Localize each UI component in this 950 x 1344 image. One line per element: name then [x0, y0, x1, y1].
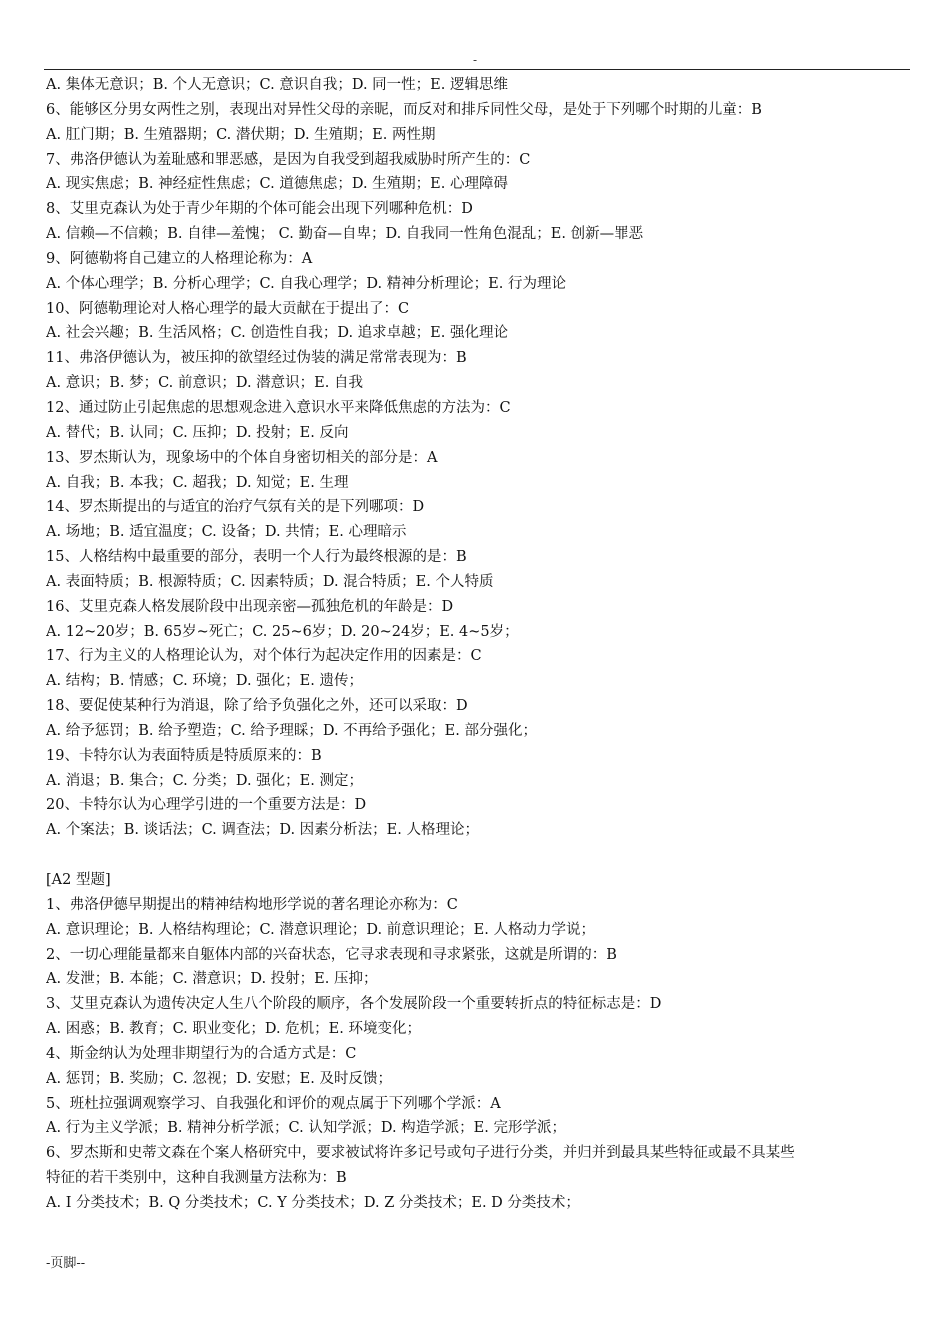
answer-options-line: A. 肛门期；B. 生殖器期；C. 潜伏期；D. 生殖期；E. 两性期 — [46, 126, 436, 143]
header-rule — [44, 69, 910, 70]
question-continuation-line: 特征的若干类别中，这种自我测量方法称为：B — [46, 1170, 347, 1187]
question-line: 1、弗洛伊德早期提出的精神结构地形学说的著名理论亦称为：C — [46, 896, 458, 913]
answer-options-line: A. 自我；B. 本我；C. 超我；D. 知觉；E. 生理 — [46, 474, 349, 491]
page-footer: -页脚-- — [46, 1256, 86, 1271]
answer-options-line: A. 发泄；B. 本能；C. 潜意识；D. 投射；E. 压抑； — [46, 971, 378, 988]
question-line: 8、艾里克森认为处于青少年期的个体可能会出现下列哪种危机：D — [46, 201, 473, 218]
question-line: 20、卡特尔认为心理学引进的一个重要方法是：D — [46, 797, 367, 814]
question-line: 6、能够区分男女两性之别，表现出对异性父母的亲昵，而反对和排斥同性父母，是处于下列哪个时期的儿童：B — [46, 101, 762, 118]
question-line: 14、罗杰斯提出的与适宜的治疗气氛有关的是下列哪项：D — [46, 499, 425, 516]
header-mark: - — [472, 53, 478, 67]
question-line: 6、罗杰斯和史蒂文森在个案人格研究中，要求被试将许多记号或句子进行分类，并归并到最具某些特征或最不具某些 — [46, 1145, 795, 1162]
answer-options-line: A. 惩罚；B. 奖励；C. 忽视；D. 安慰；E. 及时反馈； — [46, 1070, 392, 1087]
answer-options-line: A. 替代；B. 认同；C. 压抑；D. 投射；E. 反向 — [46, 424, 349, 441]
question-line: 4、斯金纳认为处理非期望行为的合适方式是：C — [46, 1045, 357, 1062]
answer-options-line: A. I 分类技术；B. Q 分类技术；C. Y 分类技术；D. Z 分类技术；E. D 分类技术； — [46, 1194, 580, 1211]
answer-options-line: A. 意识；B. 梦；C. 前意识；D. 潜意识；E. 自我 — [46, 375, 363, 392]
blank-line — [46, 843, 912, 868]
question-line: 17、行为主义的人格理论认为，对个体行为起决定作用的因素是：C — [46, 648, 482, 665]
question-line: 16、艾里克森人格发展阶段中出现亲密—孤独危机的年龄是：D — [46, 598, 454, 615]
question-line: 5、班杜拉强调观察学习、自我强化和评价的观点属于下列哪个学派：A — [46, 1095, 501, 1112]
answer-options-line: A. 个案法；B. 谈话法；C. 调查法；D. 因素分析法；E. 人格理论； — [46, 822, 479, 839]
question-line: 15、人格结构中最重要的部分，表明一个人行为最终根源的是：B — [46, 549, 467, 566]
question-line: 3、艾里克森认为遗传决定人生八个阶段的顺序，各个发展阶段一个重要转折点的特征标志是：D — [46, 996, 662, 1013]
document-body — [46, 73, 912, 1216]
question-line: 11、弗洛伊德认为，被压抑的欲望经过伪装的满足常常表现为：B — [46, 350, 467, 367]
answer-options-line: A. 意识理论；B. 人格结构理论；C. 潜意识理论；D. 前意识理论；E. 人格动力学说； — [46, 921, 595, 938]
question-line: 9、阿德勒将自己建立的人格理论称为：A — [46, 250, 313, 267]
answer-options-line: A. 社会兴趣；B. 生活风格；C. 创造性自我；D. 追求卓越；E. 强化理论 — [46, 325, 508, 342]
question-line: 2、一切心理能量都来自躯体内部的兴奋状态，它寻求表现和寻求紧张，这就是所谓的：B — [46, 946, 617, 963]
answer-options-line: A. 结构；B. 情感；C. 环境；D. 强化；E. 遗传； — [46, 673, 363, 690]
answer-options-line: A. 个体心理学；B. 分析心理学；C. 自我心理学；D. 精神分析理论；E. 行为理论 — [46, 275, 566, 292]
answer-options-line: A. 困惑；B. 教育；C. 职业变化；D. 危机；E. 环境变化； — [46, 1021, 421, 1038]
answer-options-line: A. 场地；B. 适宜温度；C. 设备；D. 共情；E. 心理暗示 — [46, 524, 407, 541]
question-line: 12、通过防止引起焦虑的思想观念进入意识水平来降低焦虑的方法为：C — [46, 399, 511, 416]
question-line: 18、要促使某种行为消退，除了给予负强化之外，还可以采取：D — [46, 698, 468, 715]
answer-options-line: A. 消退；B. 集合；C. 分类；D. 强化；E. 测定； — [46, 772, 363, 789]
question-line: 13、罗杰斯认为，现象场中的个体自身密切相关的部分是：A — [46, 449, 438, 466]
question-line: 7、弗洛伊德认为羞耻感和罪恶感，是因为自我受到超我威胁时所产生的：C — [46, 151, 531, 168]
section-heading: [A2 型题] — [46, 872, 111, 888]
answer-options-line: A. 集体无意识；B. 个人无意识；C. 意识自我；D. 同一性；E. 逻辑思维 — [46, 77, 508, 93]
answer-options-line: A. 表面特质；B. 根源特质；C. 因素特质；D. 混合特质；E. 个人特质 — [46, 573, 494, 590]
question-line: 10、阿德勒理论对人格心理学的最大贡献在于提出了：C — [46, 300, 410, 317]
question-line: 19、卡特尔认为表面特质是特质原来的：B — [46, 747, 322, 764]
answer-options-line: A. 12~20岁；B. 65岁~死亡；C. 25~6岁；D. 20~24岁；E. 4~5岁； — [46, 623, 519, 640]
answer-options-line: A. 信赖—不信赖；B. 自律—羞愧； C. 勤奋—自卑；D. 自我同一性角色混乱；E. 创新—罪恶 — [46, 226, 644, 243]
answer-options-line: A. 行为主义学派；B. 精神分析学派；C. 认知学派；D. 构造学派；E. 完形学派； — [46, 1120, 566, 1137]
answer-options-line: A. 现实焦虑；B. 神经症性焦虑；C. 道德焦虑；D. 生殖期；E. 心理障碍 — [46, 176, 508, 193]
answer-options-line: A. 给予惩罚；B. 给予塑造；C. 给予理睬；D. 不再给予强化；E. 部分强化； — [46, 722, 537, 739]
